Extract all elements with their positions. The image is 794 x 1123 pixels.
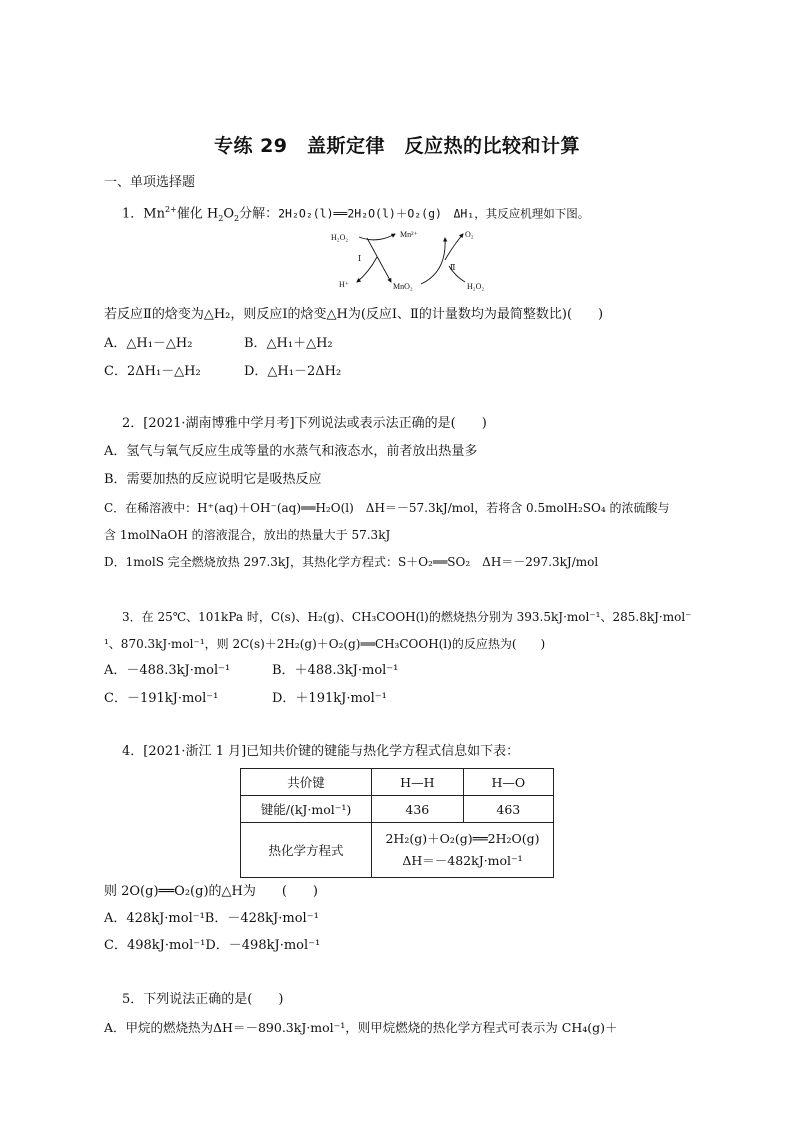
q2-option-c-line2: 含 1molNaOH 的溶液混合，放出的热量大于 57.3kJ [104, 528, 391, 542]
table-row [241, 823, 554, 878]
q3-option-b: B．＋488.3kJ·mol⁻¹ [272, 663, 399, 678]
q1-options-row2 [104, 363, 341, 381]
table-equation-line2: ΔH＝－482kJ·mol⁻¹ [402, 853, 523, 868]
q2-option-d: D．1molS 完全燃烧放热 297.3kJ，其热化学方程式：S＋O₂══SO₂ ΔH＝－297.3kJ/mol [104, 555, 599, 569]
q1-option-a: A．△H₁－△H₂ [104, 336, 193, 351]
table-row [241, 769, 554, 796]
q5-option-a: A．甲烷的燃烧热为ΔH＝－890.3kJ·mol⁻¹，则甲烷燃烧的热化学方程式可表示为 CH₄(g)＋ [104, 1020, 618, 1035]
q4-options-row2: C．498kJ·mol⁻¹D．－498kJ·mol⁻¹ [104, 938, 321, 953]
table-equation-cell [372, 823, 554, 878]
q2-stem: 2．[2021·湖南博雅中学月考]下列说法或表示法正确的是( ) [122, 416, 487, 431]
table-header-hh: H—H [372, 769, 464, 796]
diagram-hplus: H⁺ [339, 280, 349, 289]
q3-option-c: C．－191kJ·mol⁻¹ [104, 691, 219, 706]
q3-options-row1 [104, 662, 398, 680]
q1-stem: 1．$Mn^{2+}$催化 $H_2O_2$分解：2H₂O₂(l)══2H₂O(l)＋O₂(g) ΔH₁，其反应机理如下图。 [122, 205, 590, 223]
diagram-roman-1: Ⅰ [358, 254, 362, 263]
arrow-h2o2-to-mn2 [359, 234, 395, 240]
arrow-to-o2 [445, 234, 463, 260]
bond-energy-table [240, 768, 554, 878]
table-energy-hh: 436 [372, 796, 464, 823]
diagram-o2: O₂ [465, 230, 474, 239]
q1-question: 若反应Ⅱ的焓变为△H₂，则反应Ⅰ的焓变△H为(反应Ⅰ、Ⅱ的计量数均为最简整数比)( ) [104, 307, 604, 322]
diagram-mno2: MnO₂ [393, 282, 413, 291]
q1-option-c: C．2ΔH₁－△H₂ [104, 364, 201, 379]
diagram-h2o2-top: H₂O₂ [331, 233, 349, 242]
diagram-mn2: Mn²⁺ [400, 230, 418, 239]
section-heading: 一、单项选择题 [104, 175, 196, 190]
table-equation-line1: 2H₂(g)＋O₂(g)══2H₂O(g) [385, 831, 540, 846]
q1-option-d: D．△H₁－2ΔH₂ [244, 364, 342, 379]
q3-option-a: A．－488.3kJ·mol⁻¹ [104, 663, 231, 678]
q5-stem: 5．下列说法正确的是( ) [122, 992, 284, 1007]
arrow-reaction-1-main [367, 238, 391, 282]
q3-stem-line1: 3．在 25℃、101kPa 时，C(s)、H₂(g)、CH₃COOH(l)的燃烧热分别为 393.5kJ·mol⁻¹、285.8kJ·mol⁻ [122, 610, 692, 624]
table-equation-label: 热化学方程式 [241, 823, 372, 878]
q2-option-a: A．氢气与氧气反应生成等量的水蒸气和液态水，前者放出热量多 [104, 444, 478, 459]
table-header-ho: H—O [463, 769, 553, 796]
table-header-bond: 共价键 [241, 769, 372, 796]
q1-option-b: B．△H₁＋△H₂ [244, 336, 333, 351]
q2-option-c-line1: C．在稀溶液中：H⁺(aq)＋OH⁻(aq)══H₂O(l) ΔH＝－57.3kJ/mol，若将含 0.5molH₂SO₄ 的浓硫酸与 [104, 501, 670, 515]
diagram-h2o2-bottom: H₂O₂ [467, 282, 485, 291]
q3-options-row2 [104, 690, 387, 708]
arrow-mno2-to-mn2 [421, 238, 445, 284]
table-energy-ho: 463 [463, 796, 553, 823]
q4-question: 则 2O(g)══O₂(g)的△H为 ( ) [104, 884, 318, 899]
q4-options-row1: A．428kJ·mol⁻¹B．－428kJ·mol⁻¹ [104, 911, 319, 926]
table-row [241, 796, 554, 823]
q1-options-row1 [104, 335, 333, 353]
diagram-roman-2: Ⅱ [450, 263, 456, 272]
reaction-mechanism-diagram [325, 222, 495, 298]
q2-option-b: B．需要加热的反应说明它是吸热反应 [104, 472, 322, 487]
q3-stem-line2: ¹、870.3kJ·mol⁻¹，则 2C(s)＋2H₂(g)＋O₂(g)══CH₃COOH(l)的反应热为( ) [104, 637, 546, 651]
table-energy-label: 键能/(kJ·mol⁻¹) [241, 796, 372, 823]
page-title: 专练 29 盖斯定律 反应热的比较和计算 [213, 135, 581, 157]
q4-stem: 4．[2021·浙江 1 月]已知共价键的键能与热化学方程式信息如下表： [122, 744, 520, 759]
q3-option-d: D．＋191kJ·mol⁻¹ [272, 691, 387, 706]
